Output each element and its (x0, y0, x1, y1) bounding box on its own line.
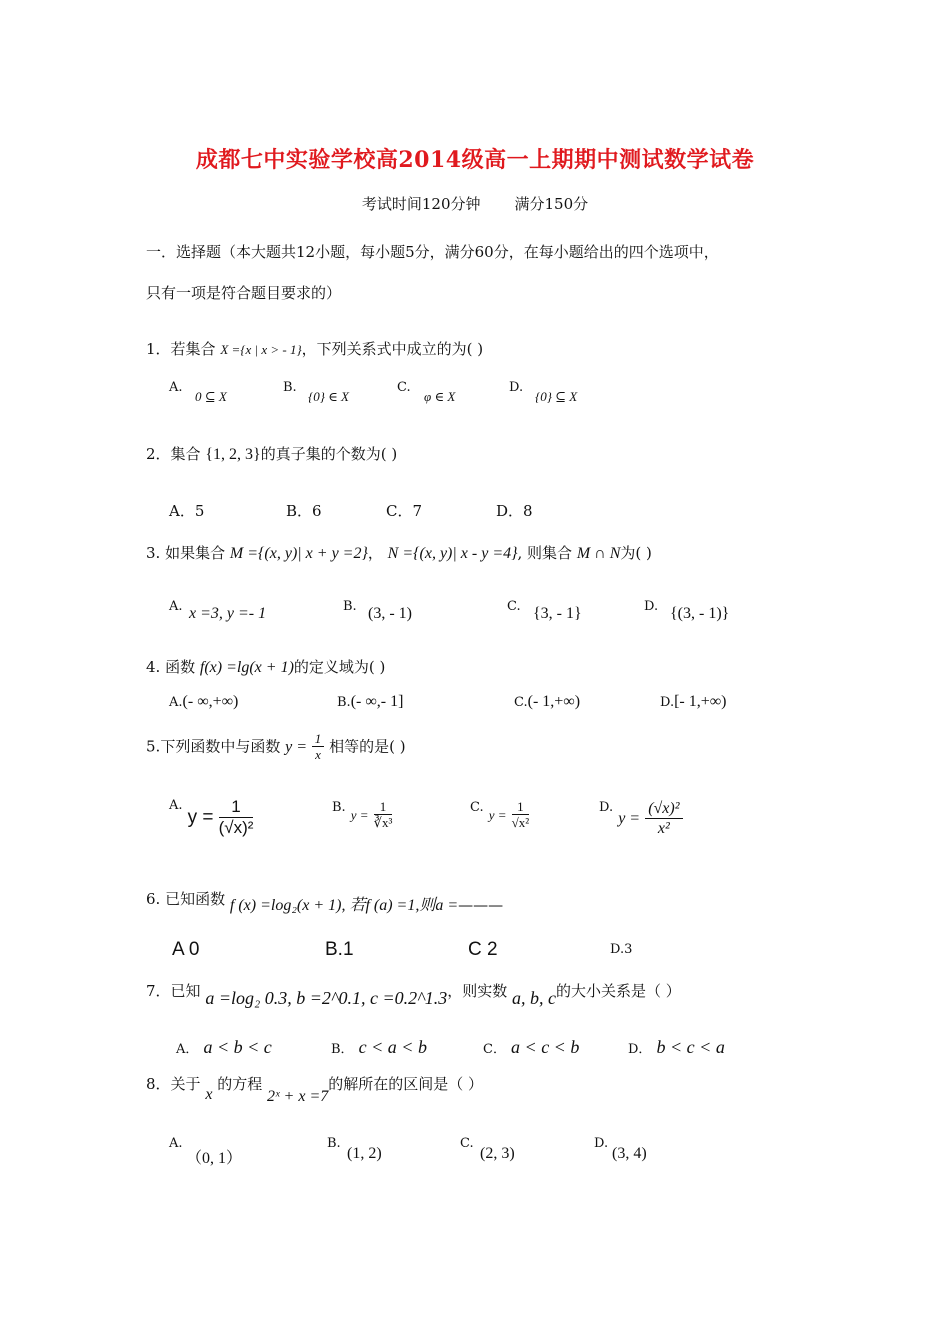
option-b-text: (1, 2) (347, 1145, 382, 1162)
option-lhs: y = (618, 809, 641, 827)
option-text: 7 (412, 502, 423, 520)
option-lhs: y = (187, 807, 214, 829)
option-letter: D. (594, 1136, 609, 1151)
option-a (169, 798, 253, 838)
option-a (176, 1037, 272, 1058)
option-text: (- ∞,+∞) (182, 693, 239, 710)
option-text: 6 (312, 502, 322, 520)
option-c (468, 939, 498, 961)
option-letter: D． (496, 502, 524, 520)
question-text: 相等的是( ) (329, 737, 406, 756)
page-title: 成都七中实验学校高2014级高一上期期中测试数学试卷 (195, 147, 755, 173)
numerator: 1 (374, 800, 393, 815)
question-number: 6. (146, 890, 161, 908)
question-expression: X ={x | x > - 1} (220, 342, 302, 357)
variables: a, b, c (512, 988, 557, 1008)
option-d (628, 1037, 725, 1058)
question-text: 为( ) (620, 544, 652, 562)
question-text: 下列函数中与函数 (160, 737, 281, 756)
section-instructions-line2: 只有一项是符合题目要求的） (146, 284, 342, 302)
option-letter: B. (332, 800, 346, 815)
option-letter: D. (644, 599, 659, 614)
option-d (599, 800, 683, 838)
option-text: a < c < b (511, 1037, 580, 1057)
option-letter: A (172, 939, 184, 960)
option-letter: D． (628, 1042, 652, 1057)
option-a-text: （0, 1） (186, 1150, 243, 1167)
option-c (460, 1136, 474, 1151)
question-5 (146, 732, 406, 763)
option-d-text: (3, 4) (612, 1145, 647, 1162)
question-7 (146, 980, 681, 1008)
question-expression: 2ˣ + x =7 (267, 1088, 329, 1105)
question-text: 的解所在的区间是（ ） (328, 1075, 484, 1093)
option-letter: C. (507, 599, 521, 614)
question-1 (146, 338, 483, 359)
option-letter: B. (283, 380, 297, 395)
option-d (509, 380, 523, 395)
option-b (283, 380, 297, 395)
option-lhs: y = (350, 807, 369, 823)
option-letter: A. (169, 599, 183, 614)
option-d-text: {0} ⊆ X (535, 389, 578, 404)
question-text: 如果集合 (165, 544, 226, 562)
question-text: 关于 (170, 1075, 201, 1093)
numerator: 1 (512, 800, 530, 815)
question-number: 2． (146, 445, 171, 463)
answer-blank: ——— (458, 896, 504, 914)
option-b (286, 500, 322, 521)
option-b (327, 1136, 341, 1151)
option-letter: B. (337, 695, 351, 710)
option-letter: D. (509, 380, 524, 395)
option-b (332, 800, 392, 831)
option-text: a < b < c (203, 1037, 272, 1057)
option-a (172, 939, 199, 961)
option-a (169, 1136, 183, 1151)
question-number: 3. (146, 544, 161, 562)
option-c-text: (2, 3) (480, 1145, 515, 1162)
option-b-text: {0} ∈ X (308, 389, 349, 404)
option-letter: B. (327, 1136, 341, 1151)
option-letter: D. (599, 800, 614, 815)
option-d (660, 691, 727, 711)
exam-time: 考试时间120分钟 (361, 195, 481, 213)
question-expression: a =log₂ 0.3, b =2^0.1, c =0.2^1.3 (205, 988, 448, 1008)
option-letter: C． (386, 502, 413, 520)
fraction (645, 800, 682, 838)
option-letter: D. (610, 942, 625, 957)
option-d (496, 500, 533, 521)
question-expression: f (x) =log₂(x + 1), 若f (a) =1,则a = (229, 897, 459, 914)
option-letter: A． (169, 502, 195, 520)
question-text: ，则实数 (447, 982, 508, 1000)
section-instructions-line1: 一．选择题（本大题共12小题，每小题5分，满分60分，在每小题给出的四个选项中， (146, 243, 719, 261)
fraction (219, 798, 254, 838)
option-c (397, 380, 411, 395)
option-c (514, 691, 580, 711)
option-a-text: 0 ⊆ X (195, 389, 227, 404)
option-text: b < c < a (656, 1037, 725, 1057)
fraction (374, 800, 393, 831)
option-b (337, 691, 403, 711)
option-text: 2 (487, 939, 498, 960)
set-m-expression: M ={(x, y)| x + y =2} (229, 545, 368, 562)
option-c (507, 599, 521, 614)
option-d (644, 599, 658, 614)
intersection-expression: M ∩ N (576, 545, 621, 562)
denominator: ∛x³ (373, 815, 393, 831)
option-text: [- 1,+∞) (674, 693, 727, 710)
option-letter: A. (169, 1136, 183, 1151)
option-d (594, 1136, 608, 1151)
question-expression: y = (285, 738, 308, 756)
option-b-text: (3, - 1) (368, 605, 412, 622)
question-8 (146, 1073, 484, 1105)
option-letter: B． (331, 1042, 354, 1057)
numerator: 1 (312, 732, 325, 747)
question-expression: {1, 2, 3} (205, 446, 261, 463)
denominator: (√x)² (218, 817, 254, 837)
question-text: 若集合 (170, 340, 216, 358)
option-c (386, 500, 422, 521)
question-number: 7． (146, 982, 171, 1000)
denominator: √x² (511, 815, 530, 831)
option-a (169, 599, 183, 614)
option-letter: A． (176, 1042, 199, 1057)
option-b (325, 939, 354, 961)
option-c-text: {3, - 1} (533, 605, 582, 622)
fraction (312, 732, 325, 763)
option-c (470, 800, 529, 831)
question-number: 5. (146, 737, 161, 756)
option-letter: A. (169, 380, 183, 395)
question-4 (146, 656, 385, 677)
option-letter: C. (460, 1136, 474, 1151)
option-letter: D. (660, 695, 675, 710)
option-lhs: y = (488, 807, 507, 823)
question-text: , 则集合 (517, 544, 573, 562)
question-text: ，下列关系式中成立的为( ) (301, 340, 484, 358)
question-number: 8． (146, 1075, 171, 1093)
denominator: x² (657, 819, 670, 837)
option-letter: C. (397, 380, 411, 395)
option-letter: B． (286, 502, 313, 520)
question-text: 函数 (165, 658, 196, 676)
option-text: 1 (342, 939, 354, 960)
option-a (169, 691, 238, 711)
question-text: 的定义域为( ) (293, 658, 386, 676)
option-letter: C. (470, 800, 484, 815)
question-text: 已知函数 (165, 890, 226, 908)
option-text: 5 (194, 502, 205, 520)
question-expression: f(x) =lg(x + 1) (199, 659, 294, 676)
question-3: 3. 如果集合 M ={(x, y)| x + y =2}， N ={(x, y)| x - y =4}, 则集合 M ∩ N为( ) (146, 544, 652, 562)
option-letter: A. (169, 695, 183, 710)
denominator: x (315, 747, 321, 763)
option-c (483, 1037, 579, 1058)
question-text: 的真子集的个数为( ) (260, 445, 398, 463)
option-text: 0 (188, 939, 200, 960)
option-text: c < a < b (358, 1037, 427, 1057)
option-letter: B. (325, 939, 343, 960)
option-text: (- ∞,- 1] (350, 693, 404, 710)
question-number: 1． (146, 340, 171, 358)
option-letter: C. (514, 695, 528, 710)
question-2 (146, 443, 397, 464)
option-b (343, 599, 357, 614)
option-d-text: {(3, - 1)} (670, 605, 730, 622)
option-a-text: x =3, y =- 1 (189, 605, 267, 622)
option-a (169, 500, 204, 521)
fraction (512, 800, 530, 831)
question-text: 集合 (170, 445, 201, 463)
option-letter: B. (343, 599, 357, 614)
variable: x (205, 1086, 213, 1103)
option-letter: C． (483, 1042, 506, 1057)
option-b (331, 1037, 427, 1058)
option-a (169, 380, 183, 395)
question-number: 4. (146, 658, 161, 676)
exam-info (0, 193, 950, 214)
exam-score: 满分150分 (514, 195, 589, 213)
question-text: 已知 (170, 982, 201, 1000)
option-text: (- 1,+∞) (527, 693, 581, 710)
option-text: 8 (523, 502, 533, 520)
option-c-text: φ ∈ X (424, 389, 456, 404)
option-letter: A. (169, 798, 183, 813)
question-text: 的方程 (217, 1075, 263, 1093)
option-letter: C (468, 939, 482, 960)
option-d (610, 942, 632, 957)
question-text: 的大小关系是（ ） (556, 982, 681, 1000)
question-6 (146, 886, 504, 914)
option-text: 3 (624, 942, 633, 957)
set-n-expression: N ={(x, y)| x - y =4} (387, 545, 518, 562)
numerator: (√x)² (645, 800, 682, 819)
numerator: 1 (219, 798, 254, 818)
